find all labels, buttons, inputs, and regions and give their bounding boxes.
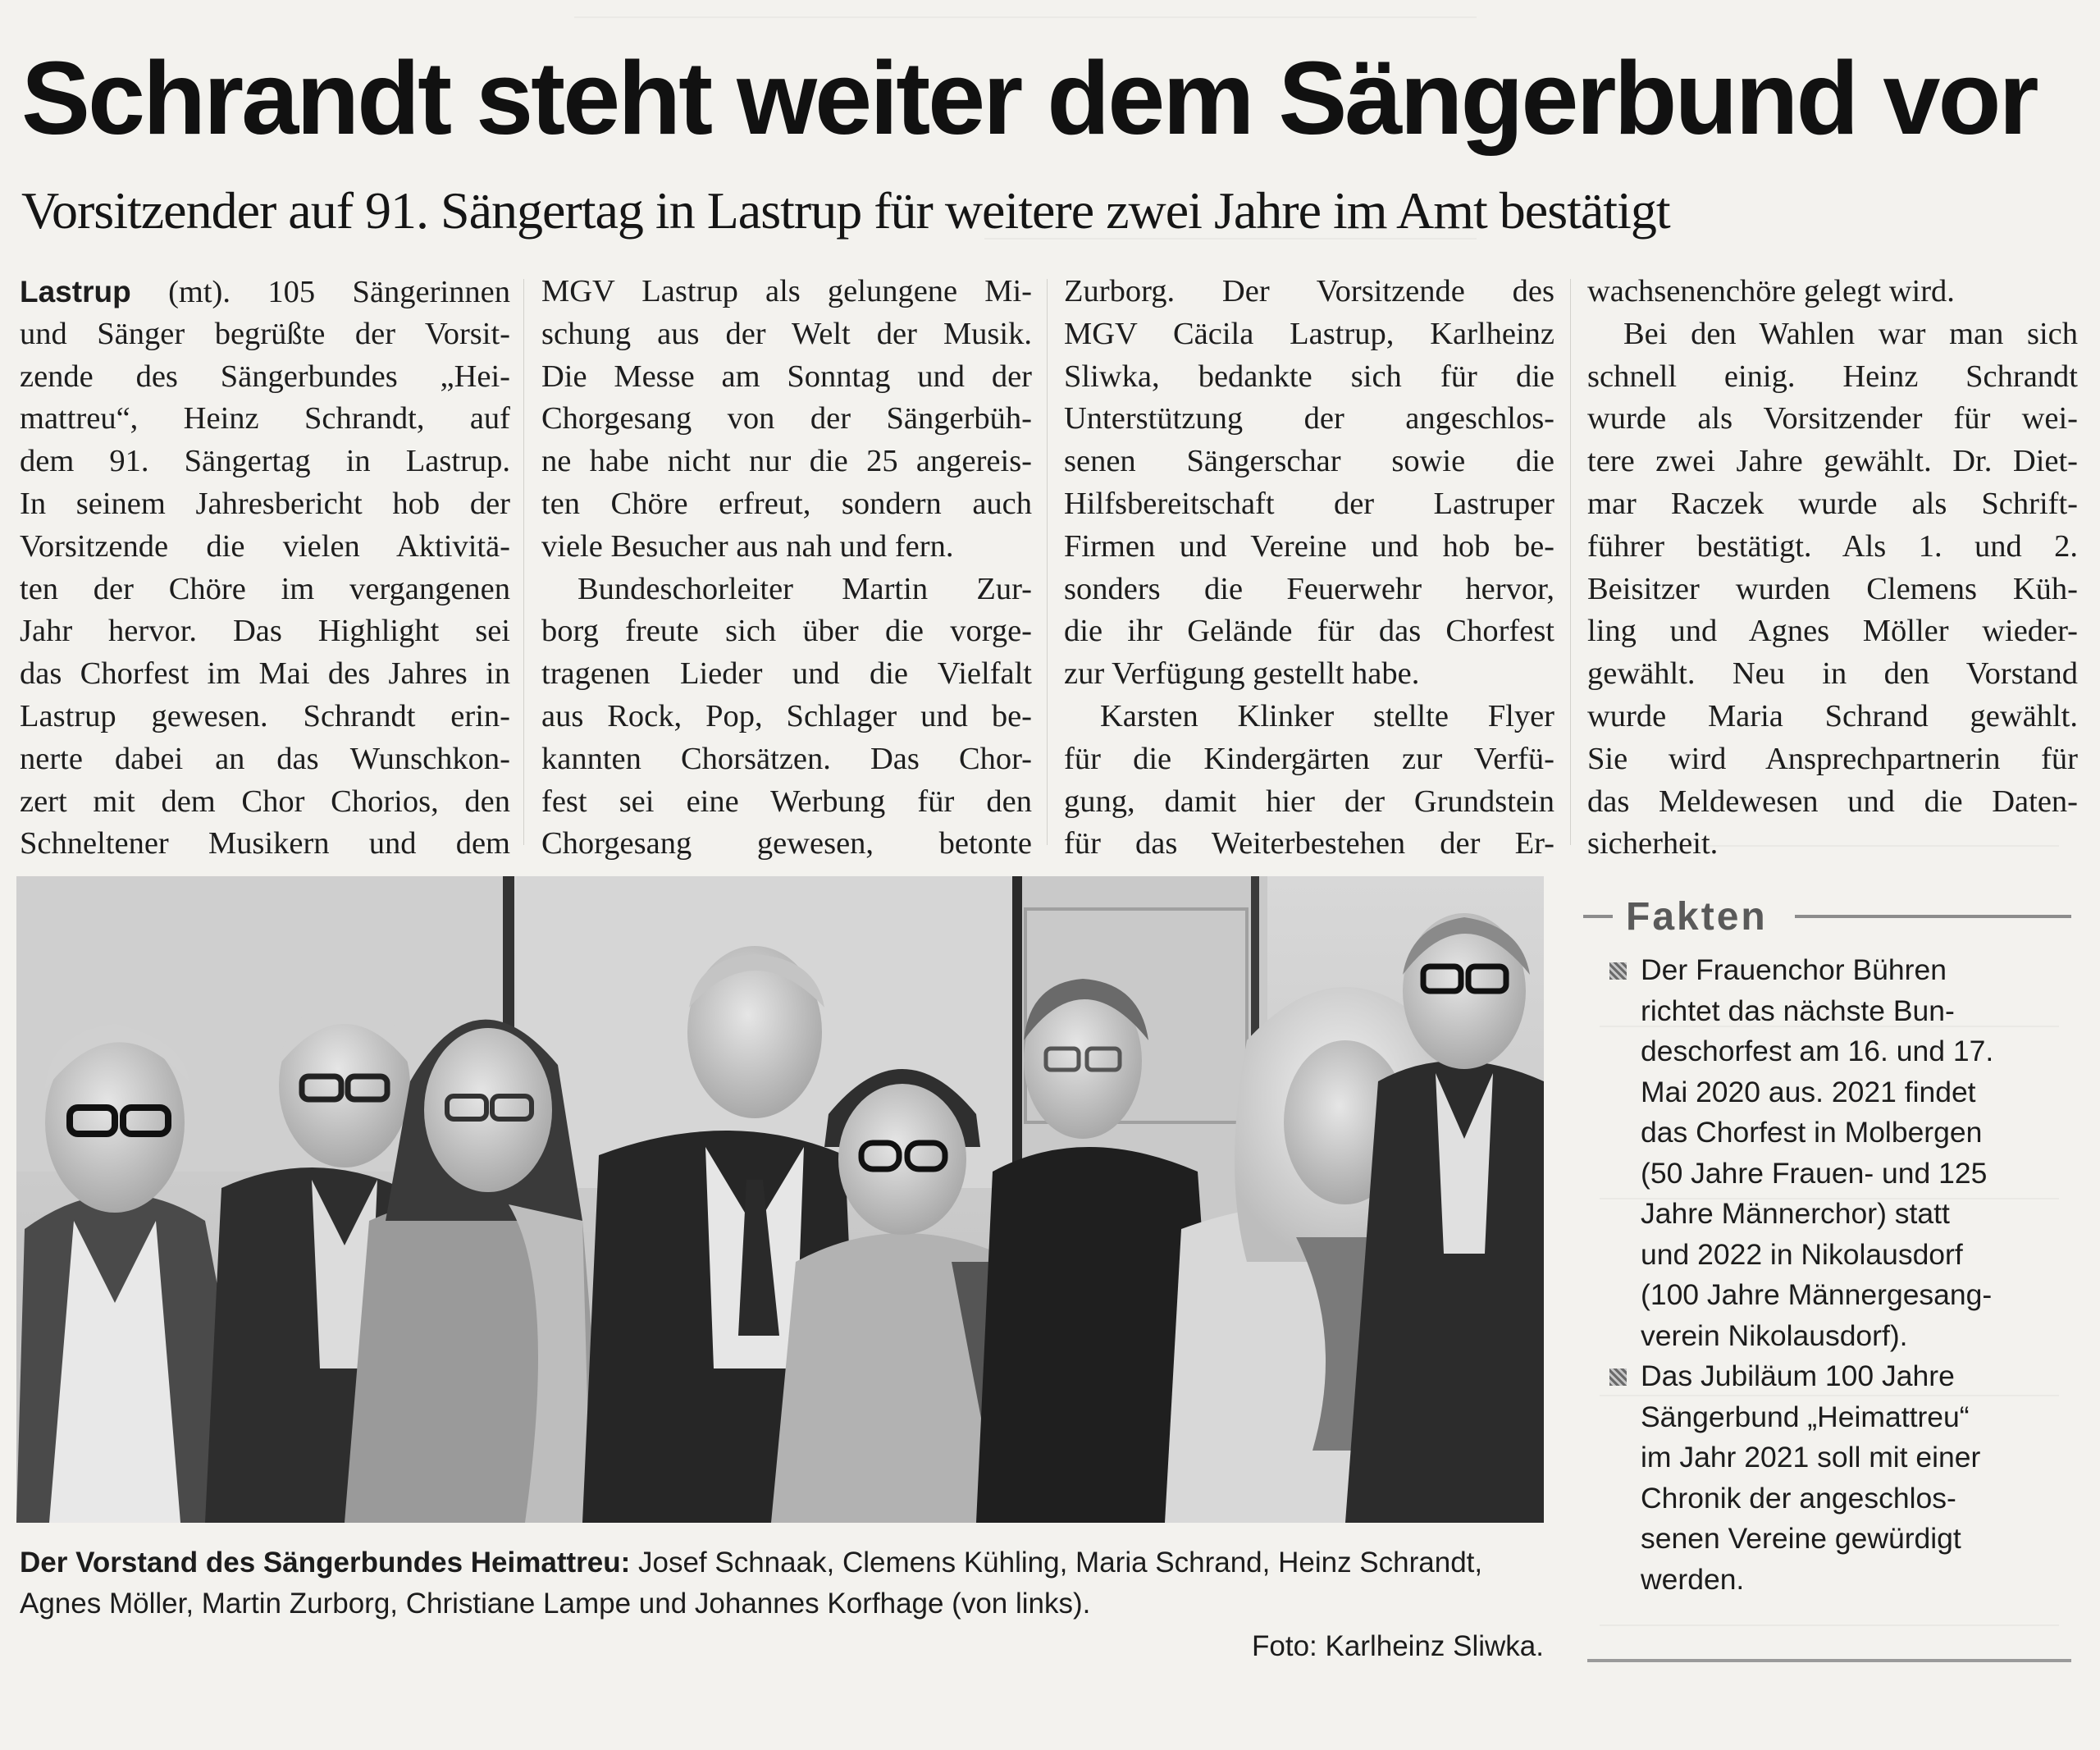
facts-line: (100 Jahre Männergesang-: [1641, 1278, 1993, 1311]
text-line: das Chorfest im Mai des Jahres in: [20, 656, 510, 692]
facts-rule: [1583, 915, 1613, 918]
facts-line: verein Nikolausdorf).: [1641, 1318, 1908, 1352]
facts-item: [1583, 1356, 2071, 1600]
caption-heading: Der Vorstand des Sängerbundes Heimattreu:: [20, 1547, 631, 1579]
text-line: fest sei eine Werbung für den: [541, 784, 1032, 819]
text-line: zende des Sängerbundes „Hei-: [20, 359, 510, 394]
text-line: Firmen und Vereine und hob be-: [1064, 528, 1554, 564]
text-line: schnell einig. Heinz Schrandt: [1587, 359, 2078, 394]
text-line: Bundeschorleiter Martin Zur-: [578, 571, 1032, 606]
text-line: wurde Maria Schrand gewählt.: [1587, 698, 2078, 733]
text-line: die ihr Gelände für das Chorfest: [1064, 614, 1554, 649]
text-line: das Meldewesen und die Daten-: [1587, 784, 2078, 819]
column-divider: [1570, 279, 1571, 845]
text-line: kannten Chorsätzen. Das Chor-: [541, 741, 1032, 776]
article-column-3: [1064, 271, 1554, 866]
text-line: Jahr hervor. Das Highlight sei: [20, 614, 510, 649]
text-line: Lastrup (mt). 105 Sängerinnen: [20, 275, 510, 309]
text-line: gewählt. Neu in den Vorstand: [1587, 656, 2078, 692]
article-column-1: [20, 271, 510, 866]
text-line: tere zwei Jahre gewählt. Dr. Diet-: [1587, 444, 2078, 479]
text-line: gung, damit hier der Grundstein: [1064, 784, 1554, 819]
text-line: und Sänger begrüßte der Vorsit-: [20, 316, 510, 351]
text-line: dem 91. Sängertag in Lastrup.: [20, 444, 510, 479]
text-line: wachsenenchöre gelegt wird.: [1587, 274, 1955, 308]
facts-line: werden.: [1641, 1562, 1745, 1596]
text-line: Chorgesang gewesen, betonte: [541, 826, 1032, 861]
text-line: für das Weiterbestehen der Er-: [1064, 826, 1554, 861]
text-line: Sie wird Ansprechpartnerin für: [1587, 741, 2078, 776]
article-column-2: [541, 271, 1032, 866]
text-line: Bei den Wahlen war man sich: [1623, 316, 2078, 351]
text-line: ne habe nicht nur die 25 angereis-: [541, 444, 1032, 479]
facts-line: Das Jubiläum 100 Jahre: [1641, 1359, 1955, 1392]
subheadline: Vorsitzender auf 91. Sängertag in Lastrup für weitere zwei Jahre im Amt bestätigt: [21, 181, 1670, 240]
facts-line: Chronik der angeschlos-: [1641, 1481, 1956, 1515]
text-line: MGV Lastrup als gelungene Mi-: [541, 274, 1032, 308]
facts-line: das Chorfest in Molbergen: [1641, 1116, 1983, 1149]
facts-rule: [1795, 915, 2071, 918]
text-line: Chorgesang von der Sängerbüh-: [541, 401, 1032, 436]
group-photo-illustration: [16, 876, 1544, 1523]
text-line: borg freute sich über die vorge-: [541, 614, 1032, 649]
photo-caption: [20, 1542, 1544, 1624]
facts-line: richtet das nächste Bun-: [1641, 994, 1955, 1027]
facts-line: und 2022 in Nikolausdorf: [1641, 1237, 1963, 1271]
text-line: mar Raczek wurde als Schrift-: [1587, 486, 2078, 521]
text-line: zur Verfügung gestellt habe.: [1064, 656, 1420, 692]
dateline: Lastrup: [20, 275, 131, 308]
text-line: Beisitzer wurden Clemens Küh-: [1587, 571, 2078, 606]
facts-line: (50 Jahre Frauen- und 125: [1641, 1156, 1988, 1190]
facts-line: im Jahr 2021 soll mit einer: [1641, 1441, 1981, 1474]
facts-line: deschorfest am 16. und 17.: [1641, 1035, 1994, 1067]
text-line: senen Sängerschar sowie die: [1064, 444, 1554, 479]
caption-text: Josef Schnaak, Clemens Kühling, Maria Schrand, Heinz Schrandt, Agnes Möller, Martin Zurborg, Christiane Lampe und Johannes Korfhage (von links).: [20, 1547, 1483, 1620]
text-line: wurde als Vorsitzender für wei-: [1587, 401, 2078, 436]
column-divider: [523, 279, 524, 845]
text-line: Zurborg. Der Vorsitzende des: [1064, 274, 1554, 308]
text-line: ten Chöre erfreut, sondern auch: [541, 486, 1032, 521]
text-line: Unterstützung der angeschlos-: [1064, 401, 1554, 436]
square-bullet-icon: [1609, 1368, 1627, 1386]
text-line: für die Kindergärten zur Verfü-: [1064, 741, 1554, 776]
text-line: viele Besucher aus nah und fern.: [541, 528, 954, 564]
text-line: sicherheit.: [1587, 826, 1719, 861]
text-line: Vorsitzende die vielen Aktivitä-: [20, 528, 510, 564]
text-line: Schneltener Musikern und dem: [20, 826, 510, 861]
text-line: aus Rock, Pop, Schlager und be-: [541, 698, 1032, 733]
text-line: MGV Cäcila Lastrup, Karlheinz: [1064, 316, 1554, 351]
facts-line: senen Vereine gewürdigt: [1641, 1522, 1961, 1555]
facts-list: [1583, 950, 2071, 1600]
text-line: tragenen Lieder und die Vielfalt: [541, 656, 1032, 692]
facts-header: [1583, 886, 2071, 944]
group-photo: [16, 876, 1544, 1523]
facts-line: Sängerbund „Heimattreu“: [1641, 1400, 1970, 1433]
facts-bottom-rule: [1587, 1659, 2071, 1662]
text-line: ten der Chöre im vergangenen: [20, 571, 510, 606]
text-line: Sliwka, bedankte sich für die: [1064, 359, 1554, 394]
facts-line: Jahre Männerchor) statt: [1641, 1197, 1950, 1230]
facts-item: [1583, 950, 2071, 1356]
column-divider: [1047, 279, 1048, 845]
text-line: nerte dabei an das Wunschkon-: [20, 741, 510, 776]
text-line: Karsten Klinker stellte Flyer: [1100, 698, 1554, 733]
text-line: führer bestätigt. Als 1. und 2.: [1587, 528, 2078, 564]
text-line: sonders die Feuerwehr hervor,: [1064, 571, 1554, 606]
text-line: Die Messe am Sonntag und der: [541, 359, 1032, 394]
headline: Schrandt steht weiter dem Sängerbund vor: [21, 40, 2037, 156]
text-line: mattreu“, Heinz Schrandt, auf: [20, 401, 510, 436]
facts-title: Fakten: [1626, 895, 1768, 939]
article-column-4: [1587, 271, 2078, 866]
text-line: schung aus der Welt der Musik.: [541, 316, 1032, 351]
text-line: In seinem Jahresbericht hob der: [20, 486, 510, 521]
text-line: Hilfsbereitschaft der Lastruper: [1064, 486, 1554, 521]
text-line: zert mit dem Chor Chorios, den: [20, 784, 510, 819]
facts-line: Mai 2020 aus. 2021 findet: [1641, 1075, 1976, 1108]
square-bullet-icon: [1609, 962, 1627, 980]
facts-line: Der Frauenchor Bühren: [1641, 953, 1947, 986]
text-line: Lastrup gewesen. Schrandt erin-: [20, 698, 510, 733]
text-line: ling und Agnes Möller wieder-: [1587, 614, 2078, 649]
photo-credit: Foto: Karlheinz Sliwka.: [1252, 1630, 1544, 1662]
facts-box: [1583, 886, 2071, 1600]
